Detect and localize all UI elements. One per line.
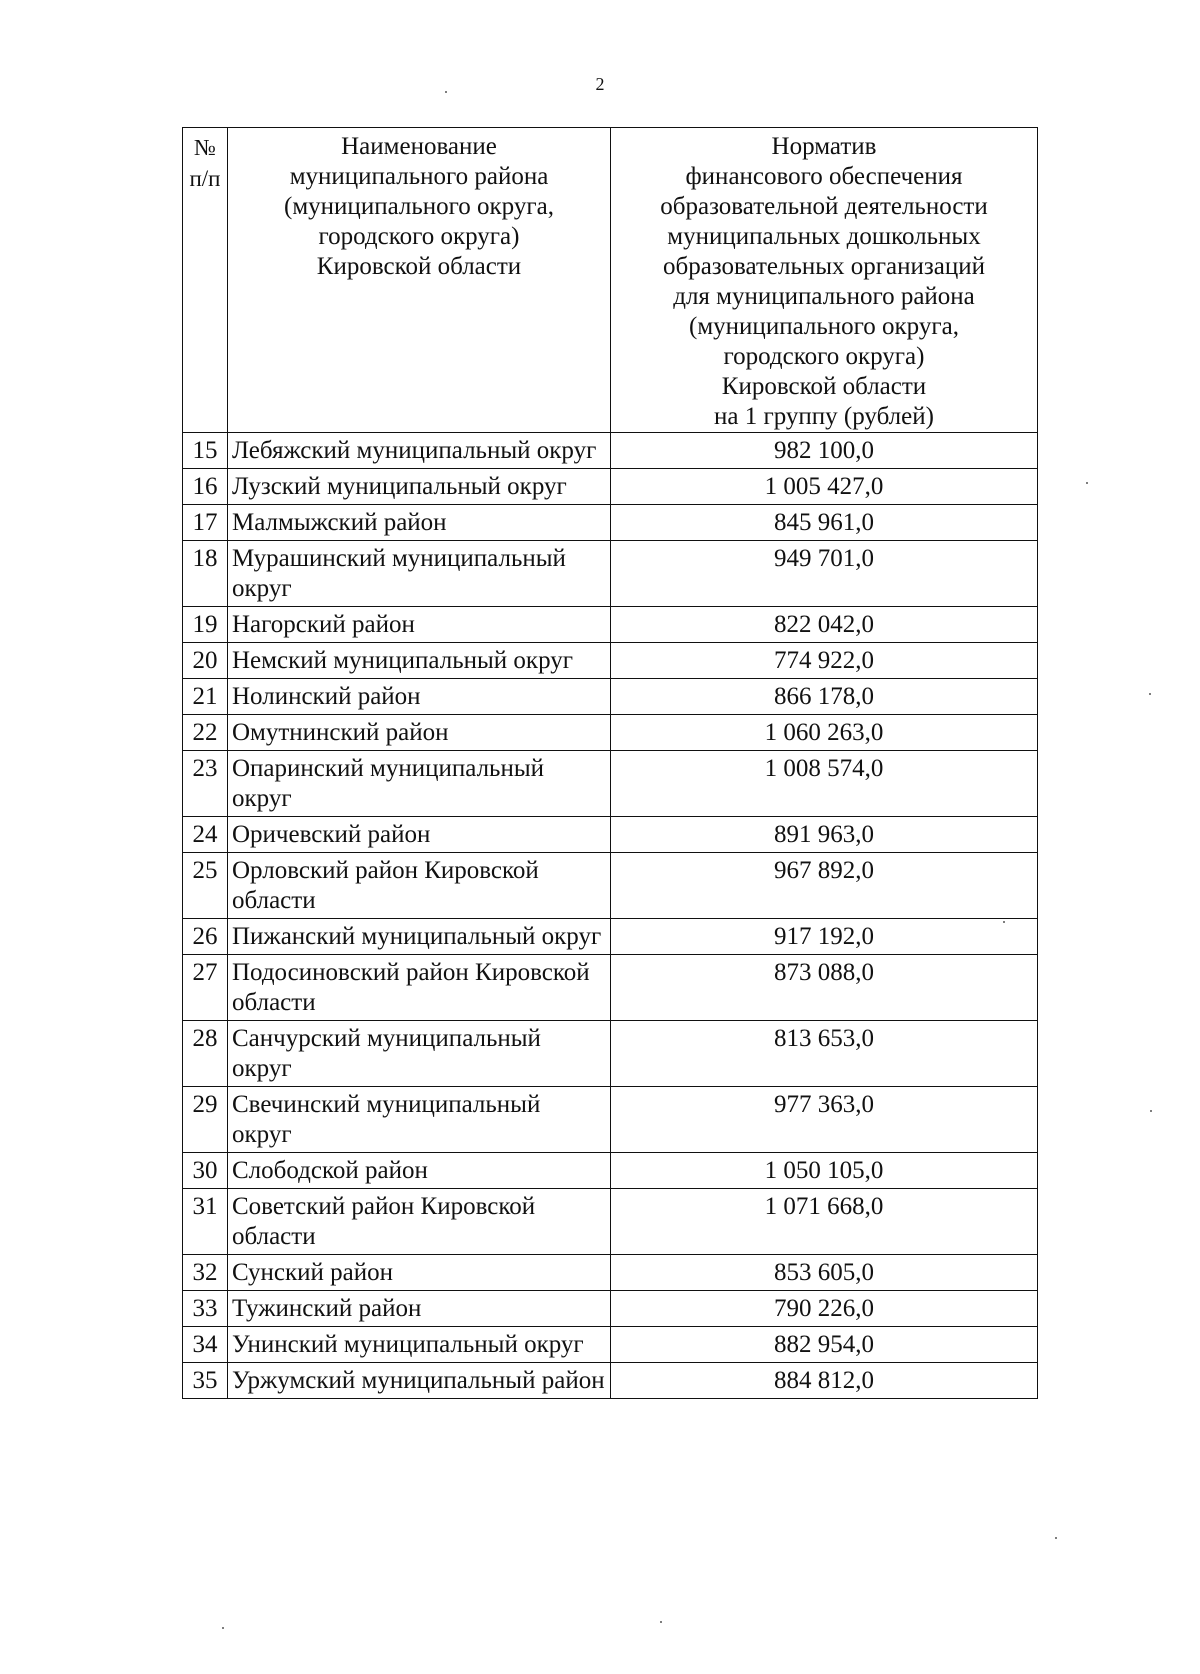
district-name: Санчурский муниципальный округ (228, 1021, 611, 1087)
row-number: 35 (183, 1363, 228, 1399)
district-name: Орловский район Кировской области (228, 853, 611, 919)
table-row (183, 505, 1038, 541)
norm-value: 917 192,0 (611, 919, 1038, 955)
table-row (183, 853, 1038, 919)
row-number: 19 (183, 607, 228, 643)
norms-table (182, 127, 1038, 1399)
scan-speck (1055, 1537, 1057, 1539)
norm-value: 853 605,0 (611, 1255, 1038, 1291)
table-header-row (183, 128, 1038, 433)
norm-value: 1 005 427,0 (611, 469, 1038, 505)
district-name: Лузский муниципальный округ (228, 469, 611, 505)
district-name: Лебяжский муниципальный округ (228, 433, 611, 469)
header-name-line: Кировской области (316, 253, 522, 280)
header-number-line: п/п (189, 166, 221, 191)
header-value-line: на 1 группу (рублей) (714, 403, 934, 430)
norm-value: 882 954,0 (611, 1327, 1038, 1363)
table-row (183, 469, 1038, 505)
row-number: 32 (183, 1255, 228, 1291)
header-value-line: Норматив (771, 133, 877, 160)
row-number: 16 (183, 469, 228, 505)
norm-value: 774 922,0 (611, 643, 1038, 679)
table-row (183, 679, 1038, 715)
norm-value: 813 653,0 (611, 1021, 1038, 1087)
row-number: 25 (183, 853, 228, 919)
norm-value: 1 008 574,0 (611, 751, 1038, 817)
table-row (183, 955, 1038, 1021)
norm-value: 967 892,0 (611, 853, 1038, 919)
table-row (183, 1291, 1038, 1327)
district-name: Уржумский муниципальный район (228, 1363, 611, 1399)
norm-value: 866 178,0 (611, 679, 1038, 715)
scan-speck (1150, 1110, 1152, 1112)
row-number: 26 (183, 919, 228, 955)
header-number-cell (183, 128, 228, 433)
district-name: Сунский район (228, 1255, 611, 1291)
district-name: Тужинский район (228, 1291, 611, 1327)
scan-speck (1149, 693, 1151, 695)
row-number: 24 (183, 817, 228, 853)
district-name: Свечинский муниципальный округ (228, 1087, 611, 1153)
header-value-line: Кировской области (721, 373, 927, 400)
table-row (183, 1255, 1038, 1291)
row-number: 21 (183, 679, 228, 715)
row-number: 34 (183, 1327, 228, 1363)
header-value-line: финансового обеспечения (685, 163, 963, 190)
row-number: 30 (183, 1153, 228, 1189)
norm-value: 1 060 263,0 (611, 715, 1038, 751)
table-row (183, 607, 1038, 643)
page-number: 2 (595, 74, 605, 94)
norm-value: 891 963,0 (611, 817, 1038, 853)
table-row (183, 1189, 1038, 1255)
district-name: Малмыжский район (228, 505, 611, 541)
header-value-line: образовательной деятельности (660, 193, 988, 220)
table-row (183, 715, 1038, 751)
norm-value: 822 042,0 (611, 607, 1038, 643)
scan-speck (445, 91, 447, 93)
row-number: 23 (183, 751, 228, 817)
table-row (183, 541, 1038, 607)
table-row (183, 1327, 1038, 1363)
norm-value: 977 363,0 (611, 1087, 1038, 1153)
district-name: Унинский муниципальный округ (228, 1327, 611, 1363)
row-number: 17 (183, 505, 228, 541)
header-value-cell (611, 128, 1038, 433)
district-name: Подосиновский район Кировской области (228, 955, 611, 1021)
scan-speck (222, 1627, 224, 1629)
header-value-line: образовательных организаций (662, 253, 985, 280)
norm-value: 1 071 668,0 (611, 1189, 1038, 1255)
district-name: Советский район Кировской области (228, 1189, 611, 1255)
row-number: 22 (183, 715, 228, 751)
district-name: Омутнинский район (228, 715, 611, 751)
row-number: 18 (183, 541, 228, 607)
header-name-cell (228, 128, 611, 433)
district-name: Нагорский район (228, 607, 611, 643)
row-number: 31 (183, 1189, 228, 1255)
norm-value: 873 088,0 (611, 955, 1038, 1021)
district-name: Оричевский район (228, 817, 611, 853)
district-name: Нолинский район (228, 679, 611, 715)
table-row (183, 751, 1038, 817)
table-row (183, 919, 1038, 955)
table-row (183, 1153, 1038, 1189)
scan-speck (1003, 921, 1005, 923)
row-number: 20 (183, 643, 228, 679)
header-name-line: Наименование (341, 133, 497, 160)
header-value-line: (муниципального округа, (689, 313, 959, 340)
norm-value: 1 050 105,0 (611, 1153, 1038, 1189)
row-number: 33 (183, 1291, 228, 1327)
district-name: Пижанский муниципальный округ (228, 919, 611, 955)
table-row (183, 1021, 1038, 1087)
header-name-line: городского округа) (318, 223, 520, 250)
header-name-line: муниципального района (289, 163, 549, 190)
table-row (183, 643, 1038, 679)
district-name: Мурашинский муниципальный округ (228, 541, 611, 607)
header-value-line: для муниципального района (673, 283, 975, 310)
header-value-line: городского округа) (723, 343, 925, 370)
row-number: 27 (183, 955, 228, 1021)
district-name: Немский муниципальный округ (228, 643, 611, 679)
norm-value: 884 812,0 (611, 1363, 1038, 1399)
norm-value: 845 961,0 (611, 505, 1038, 541)
scan-speck (660, 1621, 662, 1623)
table-row (183, 433, 1038, 469)
row-number: 29 (183, 1087, 228, 1153)
header-name-line: (муниципального округа, (284, 193, 554, 220)
table-row (183, 817, 1038, 853)
norm-value: 949 701,0 (611, 541, 1038, 607)
header-number-line: № (194, 135, 216, 160)
norm-value: 982 100,0 (611, 433, 1038, 469)
table-body (183, 433, 1038, 1399)
row-number: 28 (183, 1021, 228, 1087)
district-name: Опаринский муниципальный округ (228, 751, 611, 817)
norm-value: 790 226,0 (611, 1291, 1038, 1327)
table-row (183, 1363, 1038, 1399)
table-row (183, 1087, 1038, 1153)
district-name: Слободской район (228, 1153, 611, 1189)
header-value-line: муниципальных дошкольных (667, 223, 981, 250)
scan-speck (1086, 482, 1088, 484)
row-number: 15 (183, 433, 228, 469)
